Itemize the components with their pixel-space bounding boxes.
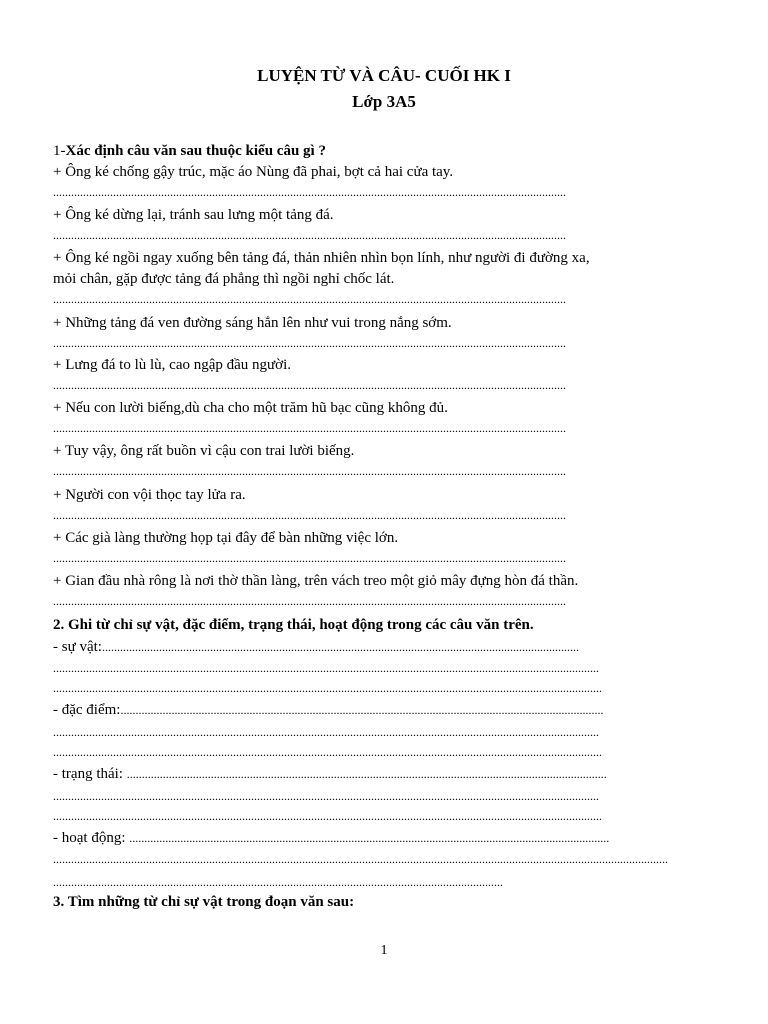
answer-line: .......................................................................................................................................................................................	[53, 746, 602, 758]
answer-line: ......................................................................................................................................................	[53, 876, 503, 888]
sentence-8: + Người con vội thọc tay lửa ra.	[53, 487, 246, 503]
answer-line: ......................................................................................................................................................................................	[53, 790, 599, 802]
answer-line: .............................................................................................................................................................................................................	[53, 853, 668, 865]
section1-heading-text: Xác định câu văn sau thuộc kiểu câu gì ?	[65, 143, 326, 159]
sentence-4: + Những tảng đá ven đường sáng hẳn lên như vui trong nắng sớm.	[53, 315, 452, 331]
answer-line: ...........................................................................................................................................................................	[53, 552, 566, 564]
answer-line: ...............................................................................................................................................................	[101, 640, 579, 654]
sentence-7: + Tuy vậy, ông rất buồn vì cậu con trai lười biếng.	[53, 443, 355, 459]
sentence-10: + Gian đầu nhà rông là nơi thờ thần làng, trên vách treo một giỏ mây đựng hòn đá thần.	[53, 573, 579, 589]
answer-line: ...........................................................................................................................................................................	[53, 293, 566, 305]
label-su-vat: - sự vật:	[53, 639, 102, 655]
label-trang-thai-row	[53, 765, 637, 783]
page-title: LUYỆN TỪ VÀ CÂU- CUỐI HK I	[257, 66, 511, 85]
answer-line: ...........................................................................................................................................................................	[53, 337, 566, 349]
answer-line: ................................................................................................................................................................	[126, 767, 607, 781]
sentence-6: + Nếu con lười biếng,dù cha cho một trăm hũ bạc cũng không đủ.	[53, 400, 448, 416]
answer-line: ...........................................................................................................................................................................	[53, 595, 566, 607]
answer-line: ...........................................................................................................................................................................	[53, 186, 566, 198]
sentence-2: + Ông ké dừng lại, tránh sau lưng một tảng đá.	[53, 207, 334, 223]
section1-number: 1-	[53, 143, 66, 159]
answer-line: ...........................................................................................................................................................................	[53, 379, 566, 391]
page-subtitle: Lớp 3A5	[352, 92, 416, 111]
sentence-9: + Các già làng thường họp tại đây để bàn những việc lớn.	[53, 530, 399, 546]
label-hoat-dong-row	[53, 829, 639, 847]
label-su-vat-row	[53, 638, 609, 656]
section2-heading: 2. Ghi từ chỉ sự vật, đặc điểm, trạng thái, hoạt động trong các câu văn trên.	[53, 617, 534, 633]
section1-heading	[53, 142, 326, 160]
answer-line: ...........................................................................................................................................................................	[53, 509, 566, 521]
label-dac-diem: - đặc điểm:	[53, 702, 121, 718]
answer-line: ......................................................................................................................................................................................	[53, 662, 599, 674]
answer-line: .......................................................................................................................................................................................	[53, 810, 602, 822]
sentence-5: + Lưng đá to lù lù, cao ngập đầu người.	[53, 357, 292, 373]
sentence-1: + Ông ké chống gậy trúc, mặc áo Nùng đã phai, bợt cả hai cửa tay.	[53, 164, 454, 180]
section3-heading: 3. Tìm những từ chỉ sự vật trong đoạn văn sau:	[53, 894, 355, 910]
answer-line: ......................................................................................................................................................................................	[53, 726, 599, 738]
page-number: 1	[380, 943, 388, 958]
answer-line: ...........................................................................................................................................................................	[53, 465, 566, 477]
answer-line: ...........................................................................................................................................................................	[53, 422, 566, 434]
answer-line: ...........................................................................................................................................................................	[53, 229, 566, 241]
label-hoat-dong: - hoạt động:	[53, 830, 130, 846]
answer-line: .......................................................................................................................................................................................	[53, 682, 602, 694]
answer-line: ................................................................................................................................................................	[129, 831, 610, 845]
answer-line: .................................................................................................................................................................	[120, 703, 604, 717]
label-dac-diem-row	[53, 701, 633, 719]
sentence-3: + Ông ké ngồi ngay xuống bên tảng đá, thản nhiên nhìn bọn lính, như người đi đường xa,	[53, 250, 590, 266]
label-trang-thai: - trạng thái:	[53, 766, 127, 782]
sentence-3-cont: mỏi chân, gặp được tảng đá phẳng thì ngồi nghỉ chốc lát.	[53, 271, 395, 287]
